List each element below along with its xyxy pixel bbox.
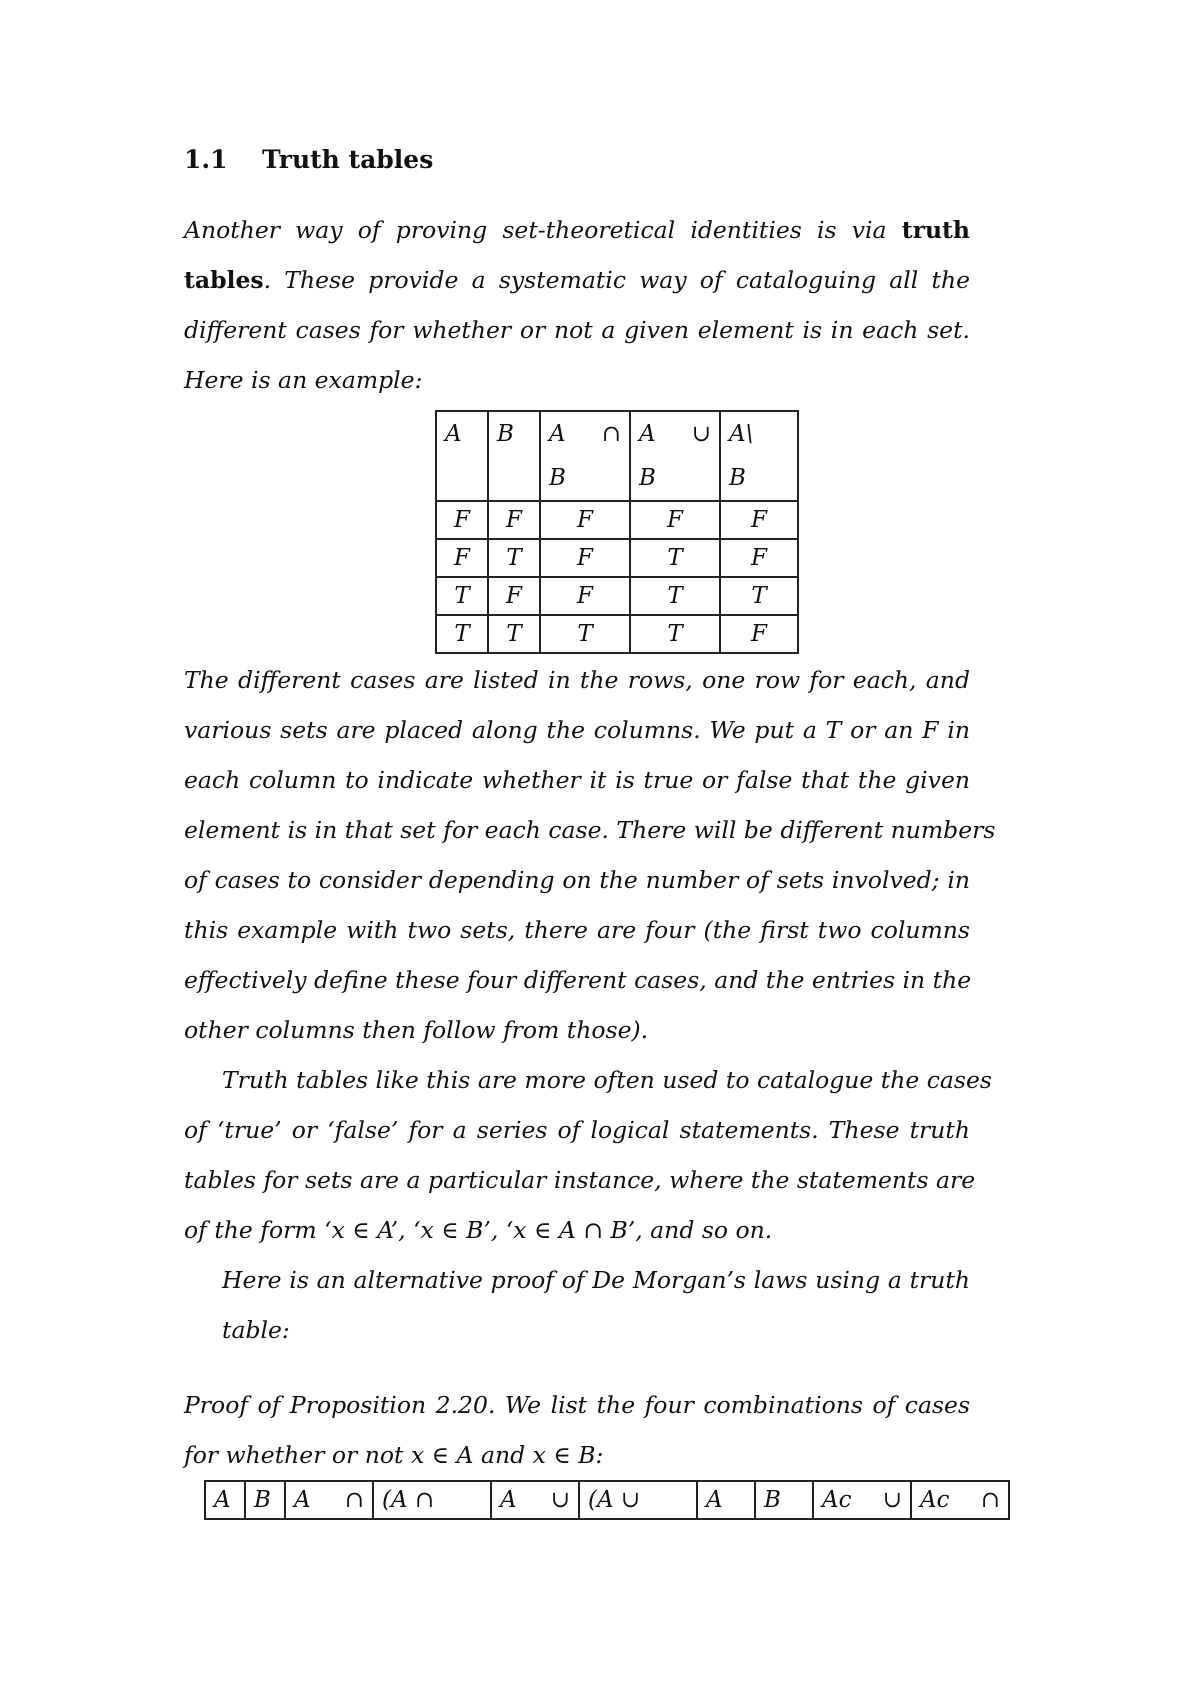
table-cell: F — [488, 577, 540, 615]
header-cell: A ∩ B — [540, 411, 630, 501]
text-line: each column to indicate whether it is true or false that the given — [184, 766, 970, 794]
section-number: 1.1 — [184, 145, 228, 174]
table-cell: T — [436, 615, 488, 653]
text-line: table: — [222, 1316, 290, 1344]
truth-table-de-morgan — [204, 1480, 1010, 1520]
table-row — [436, 539, 798, 577]
text-line: other columns then follow from those). — [184, 1016, 649, 1044]
text-line: element is in that set for each case. There will be different numbers — [184, 816, 996, 844]
paragraph-proof — [184, 1380, 970, 1480]
paragraph-logical-statements — [184, 1055, 992, 1255]
table-cell: F — [436, 539, 488, 577]
header-cell: Ac ∪ — [813, 1481, 911, 1519]
table-cell: F — [720, 615, 798, 653]
table-cell: F — [720, 539, 798, 577]
text-line: Truth tables like this are more often used to catalogue the cases — [222, 1066, 992, 1094]
text-line: The different cases are listed in the rows, one row for each, and — [184, 666, 970, 694]
truth-table-example — [435, 410, 799, 654]
header-cell: A — [697, 1481, 755, 1519]
table-row — [436, 501, 798, 539]
header-cell: (A ∪ — [579, 1481, 697, 1519]
header-cell: A — [436, 411, 488, 501]
section-title: Truth tables — [262, 145, 434, 174]
text-line: of the form ‘x ∈ A’, ‘x ∈ B’, ‘x ∈ A ∩ B’, and so on. — [184, 1216, 773, 1244]
table-cell: F — [720, 501, 798, 539]
header-cell: (A ∩ — [373, 1481, 491, 1519]
table-cell: F — [540, 539, 630, 577]
table-cell: F — [436, 501, 488, 539]
text-line: Another way of proving set-theoretical identities is via truth — [184, 216, 970, 244]
header-cell: A — [205, 1481, 245, 1519]
text-line: for whether or not x ∈ A and x ∈ B: — [184, 1441, 604, 1469]
text-line: Proof of Proposition 2.20. We list the four combinations of cases — [184, 1391, 970, 1419]
table-cell: F — [540, 501, 630, 539]
text-line: effectively define these four different cases, and the entries in the — [184, 966, 972, 994]
header-cell: A ∪ — [491, 1481, 579, 1519]
text-line: tables for sets are a particular instance, where the statements are — [184, 1166, 976, 1194]
table-cell: F — [630, 501, 720, 539]
text-line: Here is an alternative proof of De Morgan’s laws using a truth — [222, 1266, 970, 1294]
table-header-row — [205, 1481, 1009, 1519]
table-cell: F — [540, 577, 630, 615]
paragraph-de-morgan — [184, 1255, 970, 1355]
table-header-row — [436, 411, 798, 501]
header-cell: B — [488, 411, 540, 501]
header-cell: A ∩ — [285, 1481, 373, 1519]
text-line: of ‘true’ or ‘false’ for a series of logical statements. These truth — [184, 1116, 970, 1144]
header-cell: B — [755, 1481, 813, 1519]
table-cell: T — [540, 615, 630, 653]
table-cell: T — [720, 577, 798, 615]
text-line: Here is an example: — [184, 366, 423, 394]
table-cell: T — [630, 539, 720, 577]
table-cell: T — [488, 615, 540, 653]
paragraph-intro — [184, 205, 970, 405]
text-line: this example with two sets, there are four (the first two columns — [184, 916, 970, 944]
table-cell: T — [630, 615, 720, 653]
section-heading — [184, 145, 433, 174]
header-cell: Ac ∩ — [911, 1481, 1009, 1519]
text-line: various sets are placed along the columns. We put a T or an F in — [184, 716, 970, 744]
table-cell: F — [488, 501, 540, 539]
header-cell: A ∪ B — [630, 411, 720, 501]
text-line: of cases to consider depending on the number of sets involved; in — [184, 866, 970, 894]
table-cell: T — [436, 577, 488, 615]
paragraph-explanation — [184, 655, 996, 1055]
table-row — [436, 577, 798, 615]
text-line: tables. These provide a systematic way of cataloguing all the — [184, 266, 970, 294]
text-line: different cases for whether or not a given element is in each set. — [184, 316, 970, 344]
table-cell: T — [630, 577, 720, 615]
table-row — [436, 615, 798, 653]
header-cell: B — [245, 1481, 285, 1519]
table-cell: T — [488, 539, 540, 577]
header-cell: A\ B — [720, 411, 798, 501]
